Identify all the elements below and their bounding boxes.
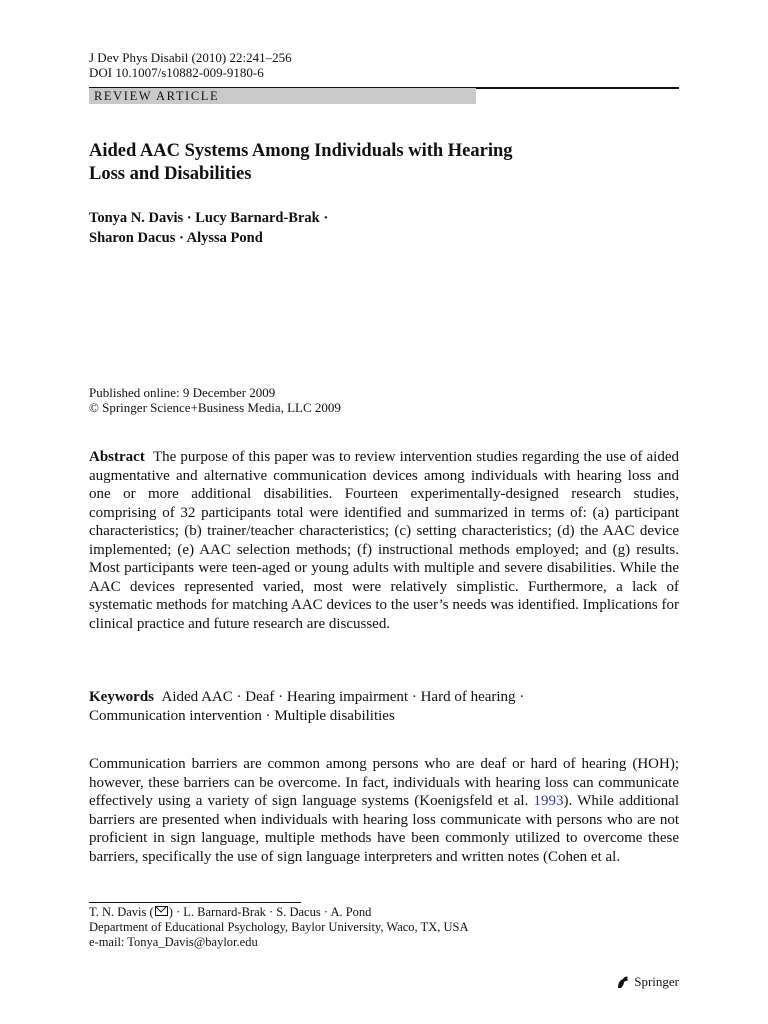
abstract — [89, 448, 679, 633]
journal-citation: J Dev Phys Disabil (2010) 22:241–256 — [89, 50, 292, 65]
article-type-band — [89, 88, 476, 104]
abstract-text: The purpose of this paper was to review intervention studies regarding the use of aided augmentative and alternative communication devices among individuals with hearing loss and one or more additional disabilities. Fourteen experimentally-designed research studies, comprising of 32 participants total were identified and summarized in terms of: (a) participant characteristics; (b) trainer/teacher characteristics; (c) setting characteristics; (d) the AAC device implemented; (e) AAC selection methods; (f) instructional methods employed; and (g) results. Most participants were teen-aged or young adults with multiple and severe disabilities. While the AAC devices represented varied, most were relatively simplistic. Furthermore, a lack of systematic methods for matching AAC devices to the user’s needs was identified. Implications for clinical practice and future research are discussed. — [89, 449, 680, 632]
keywords-line-1: Aided AAC · Deaf · Hearing impairment · Hard of hearing · — [161, 689, 525, 705]
keywords — [89, 688, 679, 725]
footnote-author-rest: ) · L. Barnard-Brak · S. Dacus · A. Pond — [168, 905, 372, 919]
author-list — [89, 208, 328, 248]
keywords-line-2: Communication intervention · Multiple disabilities — [89, 707, 395, 724]
title-line-2: Loss and Disabilities — [89, 164, 252, 184]
article-type-label: REVIEW ARTICLE — [94, 89, 220, 103]
title-line-1: Aided AAC Systems Among Individuals with Hearing — [89, 141, 513, 161]
publication-info — [89, 385, 341, 415]
envelope-icon — [155, 906, 168, 916]
abstract-label: Abstract — [89, 449, 145, 465]
springer-logo — [615, 974, 679, 990]
doi: DOI 10.1007/s10882-009-9180-6 — [89, 65, 264, 80]
authors-line-1: Tonya N. Davis · Lucy Barnard-Brak · — [89, 210, 329, 226]
keywords-label: Keywords — [89, 689, 154, 705]
published-date: Published online: 9 December 2009 — [89, 385, 276, 400]
footnote-rule — [89, 902, 301, 903]
springer-horse-icon — [615, 974, 631, 990]
authors-line-2: Sharon Dacus · Alyssa Pond — [89, 230, 263, 246]
footnote-department: Department of Educational Psychology, Baylor University, Waco, TX, USA — [89, 920, 469, 934]
author-footnote — [89, 905, 468, 950]
journal-header — [89, 50, 292, 80]
body-text-1: Communication barriers are common among persons who are deaf or hard of hearing (HOH); however, these barriers can be overcome. In fact, individuals with hearing loss can communicate effectively using a variety of sign language systems (Koenigsfeld et al. — [89, 756, 679, 809]
copyright: © Springer Science+Business Media, LLC 2009 — [89, 400, 341, 415]
footnote-email[interactable]: e-mail: Tonya_Davis@baylor.edu — [89, 935, 258, 949]
paper-title — [89, 140, 649, 186]
body-paragraph — [89, 755, 679, 866]
footnote-author-first: T. N. Davis ( — [89, 905, 154, 919]
springer-name: Springer — [634, 974, 679, 989]
citation-link[interactable]: 1993 — [533, 793, 564, 809]
body-text-2: ). While additional barriers are presented when individuals with hearing loss communicate with persons who are not proficient in sign language, multiple methods have been commonly utilized to overcome these barriers, specifically the use of sign language interpreters and written notes (Cohen et al. — [89, 793, 679, 865]
